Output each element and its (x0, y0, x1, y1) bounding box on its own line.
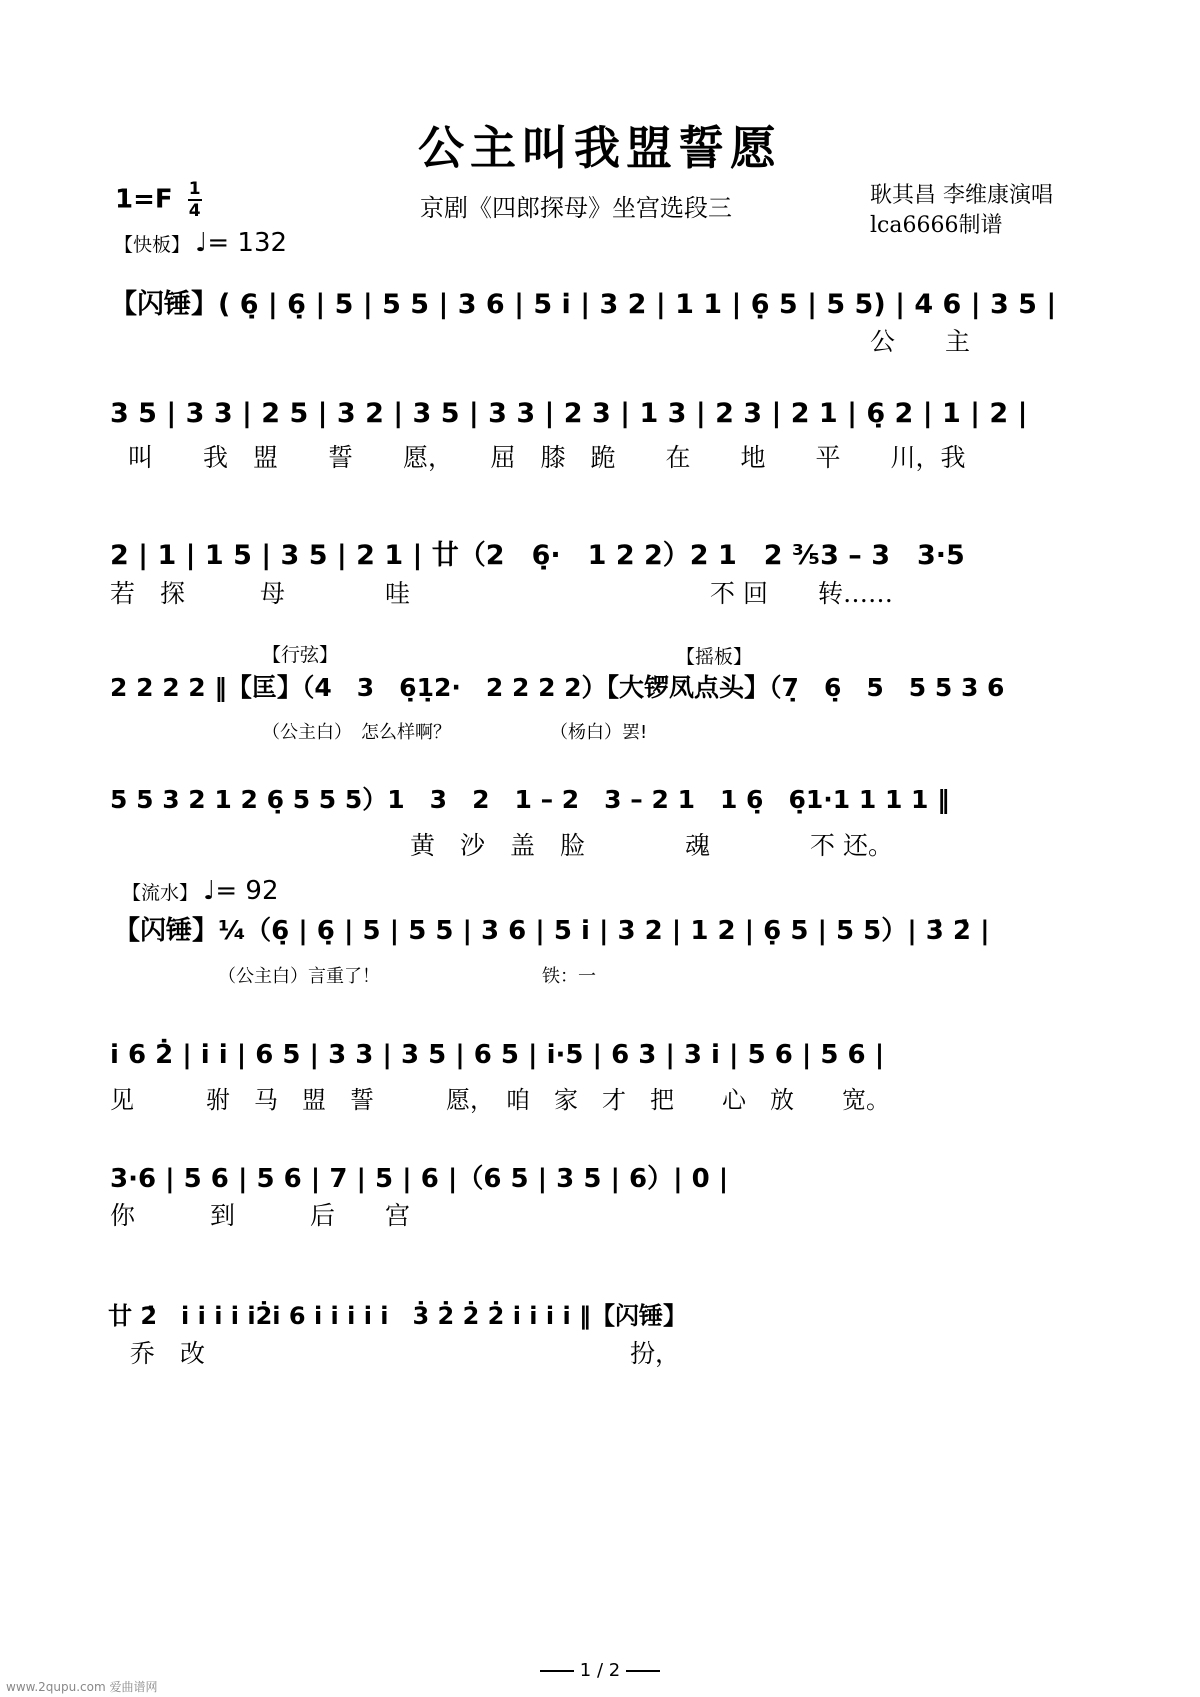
key-signature (115, 180, 202, 220)
lyrics-line-9: 乔 改 扮， (130, 1339, 681, 1368)
label-yaoban: 【摇板】 (676, 646, 753, 668)
lyrics-line-5: 黄 沙 盖 脸 魂 不 还。 (410, 831, 893, 860)
tempo-marking: ♩= 132 (195, 228, 288, 258)
notation-line-5: 5 5 3 2 1 2 6̣ 5 5 5）1 3 2 1 – 2 3 – 2 1 1 6̣ 6̣1·1 1 1 1 ‖ (110, 785, 950, 814)
watermark: www.2qupu.com 爱曲谱网 (6, 1680, 158, 1694)
notation-line-6: 【闪锤】¹⁄₄（6̣ | 6̣ | 5 | 5 5 | 3 6 | 5 i̇ | 3 2 | 1 2 | 6̣ 5 | 5 5）| 3̇ 2̇ | (114, 916, 990, 946)
lyrics-line-2: 叫 我 盟 誓 愿， 屈 膝 跪 在 地 平 川，我 (128, 443, 966, 472)
lyrics-line-8: 你 到 后 宫 (110, 1201, 411, 1230)
page-title: 公主叫我盟誓愿 (418, 121, 782, 175)
tempo-marking-2: ♩= 92 (203, 876, 279, 906)
lyrics-line-1: 公 主 (870, 327, 971, 356)
section-label: 【快板】 (114, 234, 191, 256)
section-label-liushui: 【流水】 (122, 882, 199, 904)
notation-line-7: i̇ 6 2̇ | i̇ i̇ | 6 5 | 3 3 | 3 5 | 6 5 | i̇·5 | 6 3 | 3 i̇ | 5 6 | 5 6 | (110, 1040, 885, 1070)
key-label: 1=F (115, 184, 173, 215)
spoken-line-4: （公主白） 怎么样啊？ （杨白）罢! (262, 722, 648, 743)
section-liushui (122, 876, 279, 906)
notation-line-3: 2 | 1 | 1 5 | 3 5 | 2 1 | 廿（2 6̣· 1 2 2）2 1 2 ³⁄₅3 – 3 3·5 (110, 540, 965, 571)
notation-line-4: 2 2 2 2 ‖【匡】（4 3 6̣1̣2· 2 2 2 2）【大锣凤点头】（7̣ 6̣ 5 5 5 3 6 (110, 673, 1005, 702)
notation-line-9: 廿 2̇ i̇ i̇ i̇ i̇ i̇2̇i̇ 6 i̇ i̇ i̇ i̇ i̇ 3̇ 2̇ 2̇ 2̇ i̇ i̇ i̇ i̇ ‖【闪锤】 (108, 1302, 688, 1330)
notation-line-8: 3·6 | 5 6 | 5 6 | 7 | 5 | 6 |（6 5 | 3 5 | 6）| 0 | (110, 1164, 729, 1194)
lyrics-line-3: 若 探 母 哇 不 回 转…… (110, 579, 893, 608)
section-kuaiban (114, 228, 287, 258)
notation-line-1: 【闪锤】( 6̣ | 6̣ | 5 | 5 5 | 3 6 | 5 i̇ | 3 2 | 1 1 | 6̣ 5 | 5 5) | 4 6 | 3 5 | (110, 289, 1057, 320)
transcriber-credit: lca6666制谱 (870, 213, 1003, 238)
spoken-line-6: （公主白）言重了！ 铁：一 (218, 966, 596, 987)
label-xingxian: 【行弦】 (262, 644, 339, 666)
singers-credit: 耿其昌 李维康演唱 (870, 183, 1053, 208)
subtitle: 京剧《四郎探母》坐宫选段三 (420, 194, 732, 222)
lyrics-line-7: 见 驸 马 盟 誓 愿， 咱 家 才 把 心 放 宽。 (110, 1086, 890, 1114)
notation-line-2: 3 5 | 3 3 | 2 5 | 3 2 | 3 5 | 3 3 | 2 3 | 1 3 | 2 3 | 2 1 | 6̣ 2 | 1 | 2 | (110, 398, 1028, 429)
page-number: 1 / 2 (0, 1660, 1200, 1681)
time-signature: $\frac{1}{4}$ (188, 179, 201, 221)
